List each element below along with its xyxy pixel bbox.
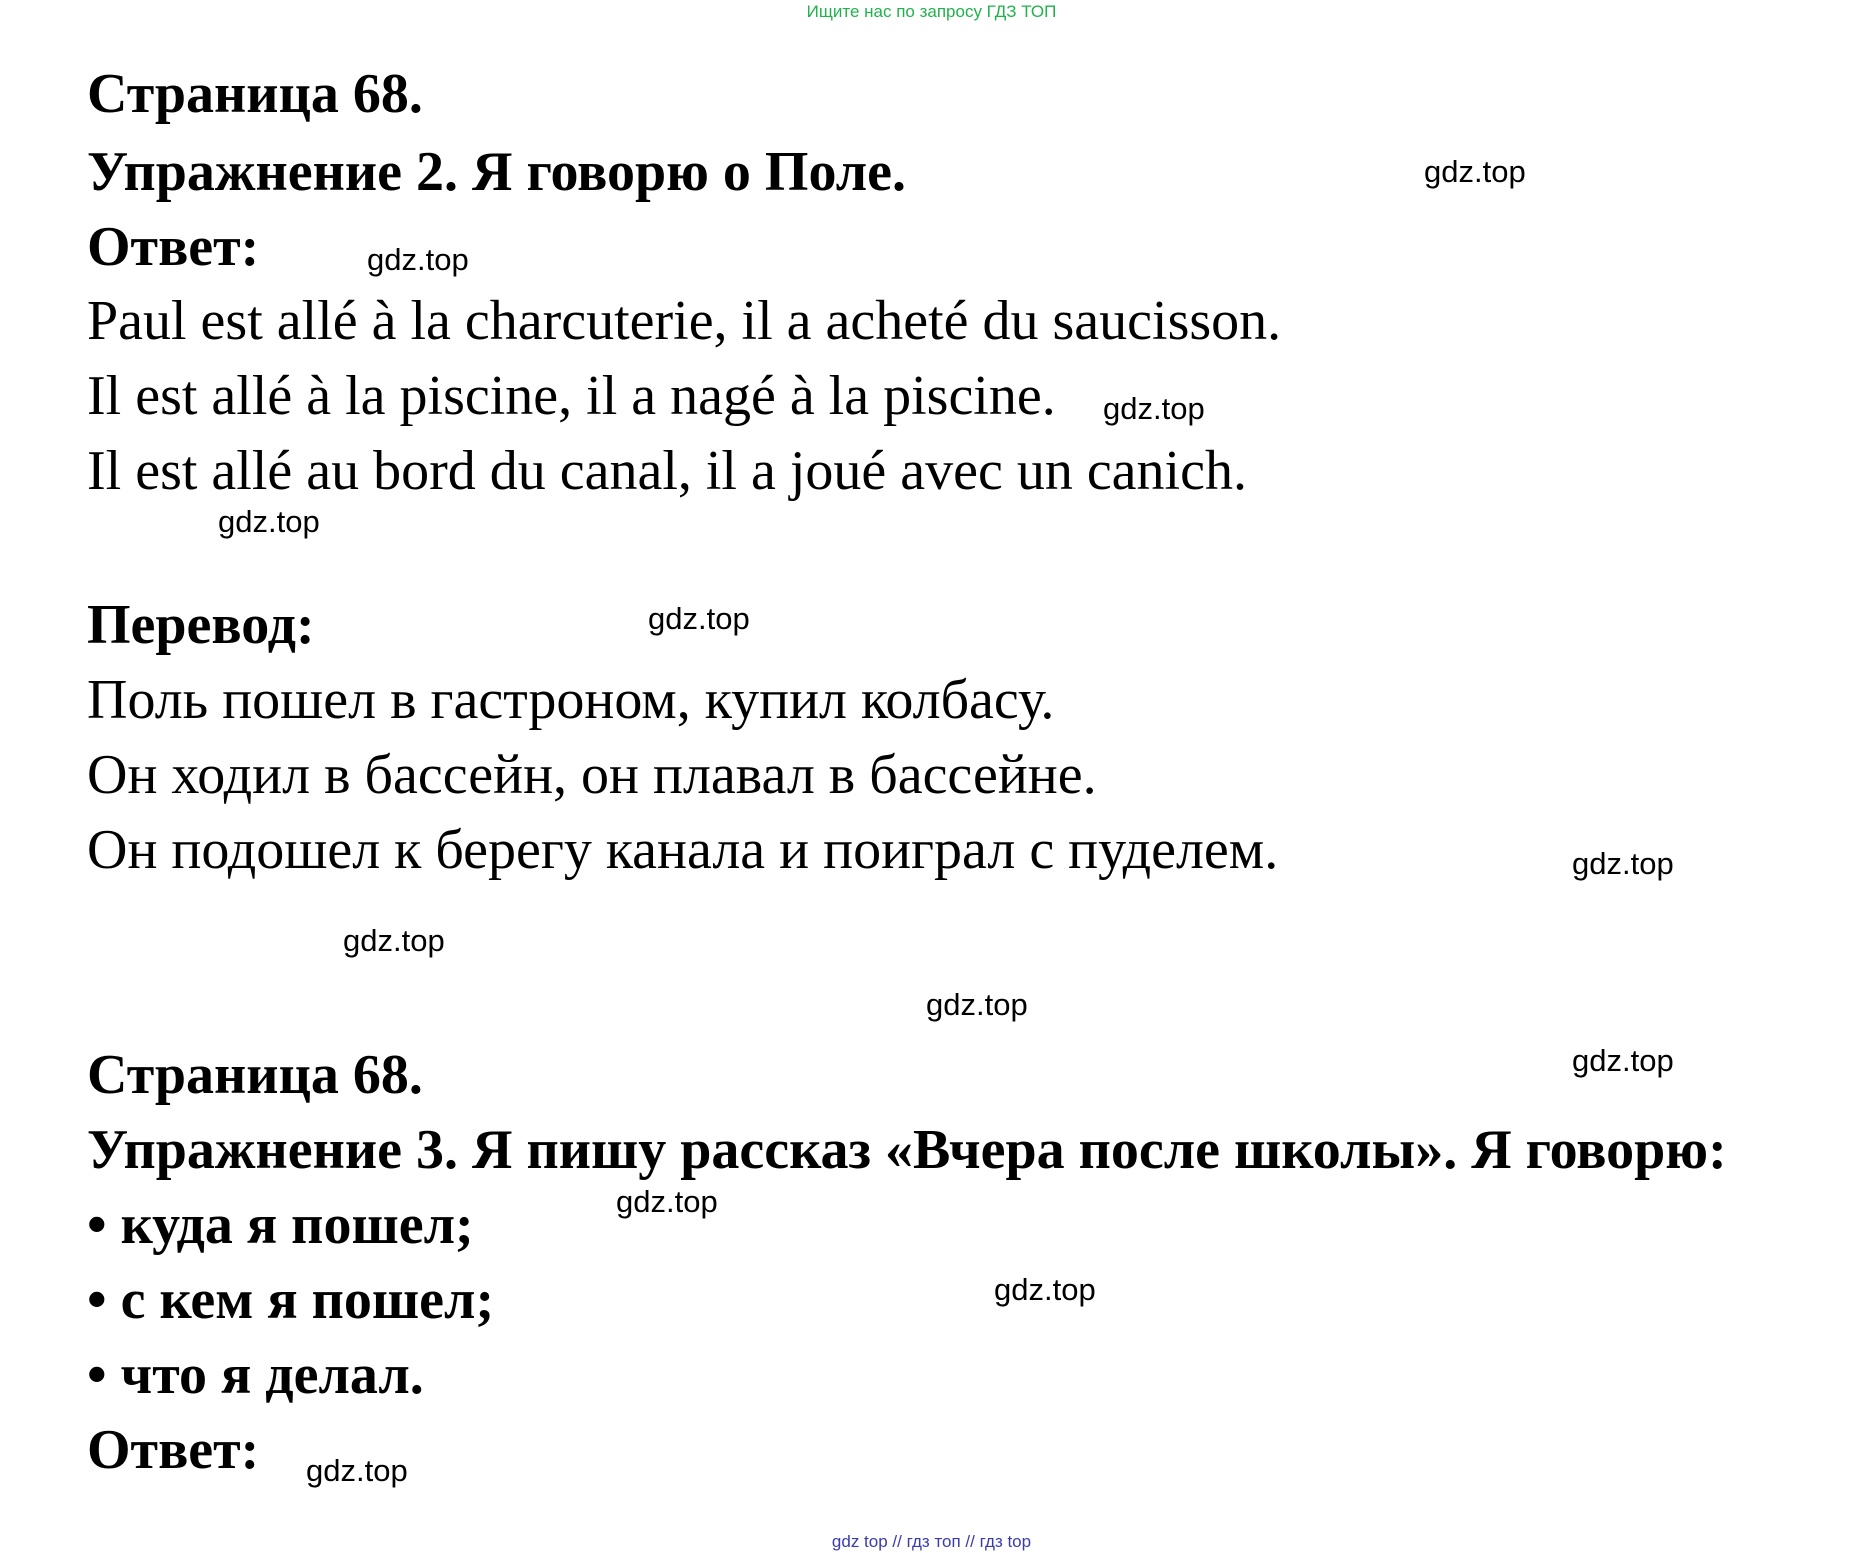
answer-label-2: Ответ: (87, 1419, 260, 1481)
watermark: gdz.top (648, 601, 750, 636)
page-label-1: Страница 68. (87, 63, 423, 125)
translation-line-2: Он ходил в бассейн, он плавал в бассейне. (87, 744, 1097, 806)
translation-line-3: Он подошел к берегу канала и поиграл с пуделем. (87, 819, 1279, 881)
bullet-item-3: • что я делал. (87, 1344, 424, 1406)
bullet-item-1: • куда я пошел; (87, 1194, 474, 1256)
watermark: gdz.top (994, 1272, 1096, 1307)
footer: gdz top // гдз топ // гдз top (831, 1532, 1032, 1551)
bullet-item-2: • с кем я пошел; (87, 1269, 495, 1331)
watermark: gdz.top (306, 1453, 408, 1488)
translation-label: Перевод: (87, 594, 315, 656)
translation-line-1: Поль пошел в гастроном, купил колбасу. (87, 669, 1055, 731)
exercise-title-2: Упражнение 2. Я говорю о Поле. (87, 141, 906, 203)
watermark: gdz.top (926, 987, 1028, 1022)
watermark: gdz.top (343, 923, 445, 958)
watermark: gdz.top (616, 1184, 718, 1219)
watermark: gdz.top (1572, 846, 1674, 881)
answer-line-2: Il est allé à la piscine, il a nagé à la piscine. (87, 365, 1056, 427)
page-label-2: Страница 68. (87, 1044, 423, 1106)
watermark: gdz.top (1424, 154, 1526, 189)
watermark: gdz.top (1103, 391, 1205, 426)
watermark: gdz.top (218, 504, 320, 539)
answer-line-1: Paul est allé à la charcuterie, il a acheté du saucisson. (87, 290, 1282, 352)
answer-line-3: Il est allé au bord du canal, il a joué avec un canich. (87, 440, 1247, 502)
answer-label-1: Ответ: (87, 216, 260, 278)
exercise-title-3: Упражнение 3. Я пишу рассказ «Вчера после школы». Я говорю: (87, 1119, 1727, 1181)
top-banner: Ищите нас по запросу ГДЗ ТОП (806, 2, 1057, 21)
watermark: gdz.top (367, 242, 469, 277)
watermark: gdz.top (1572, 1043, 1674, 1078)
